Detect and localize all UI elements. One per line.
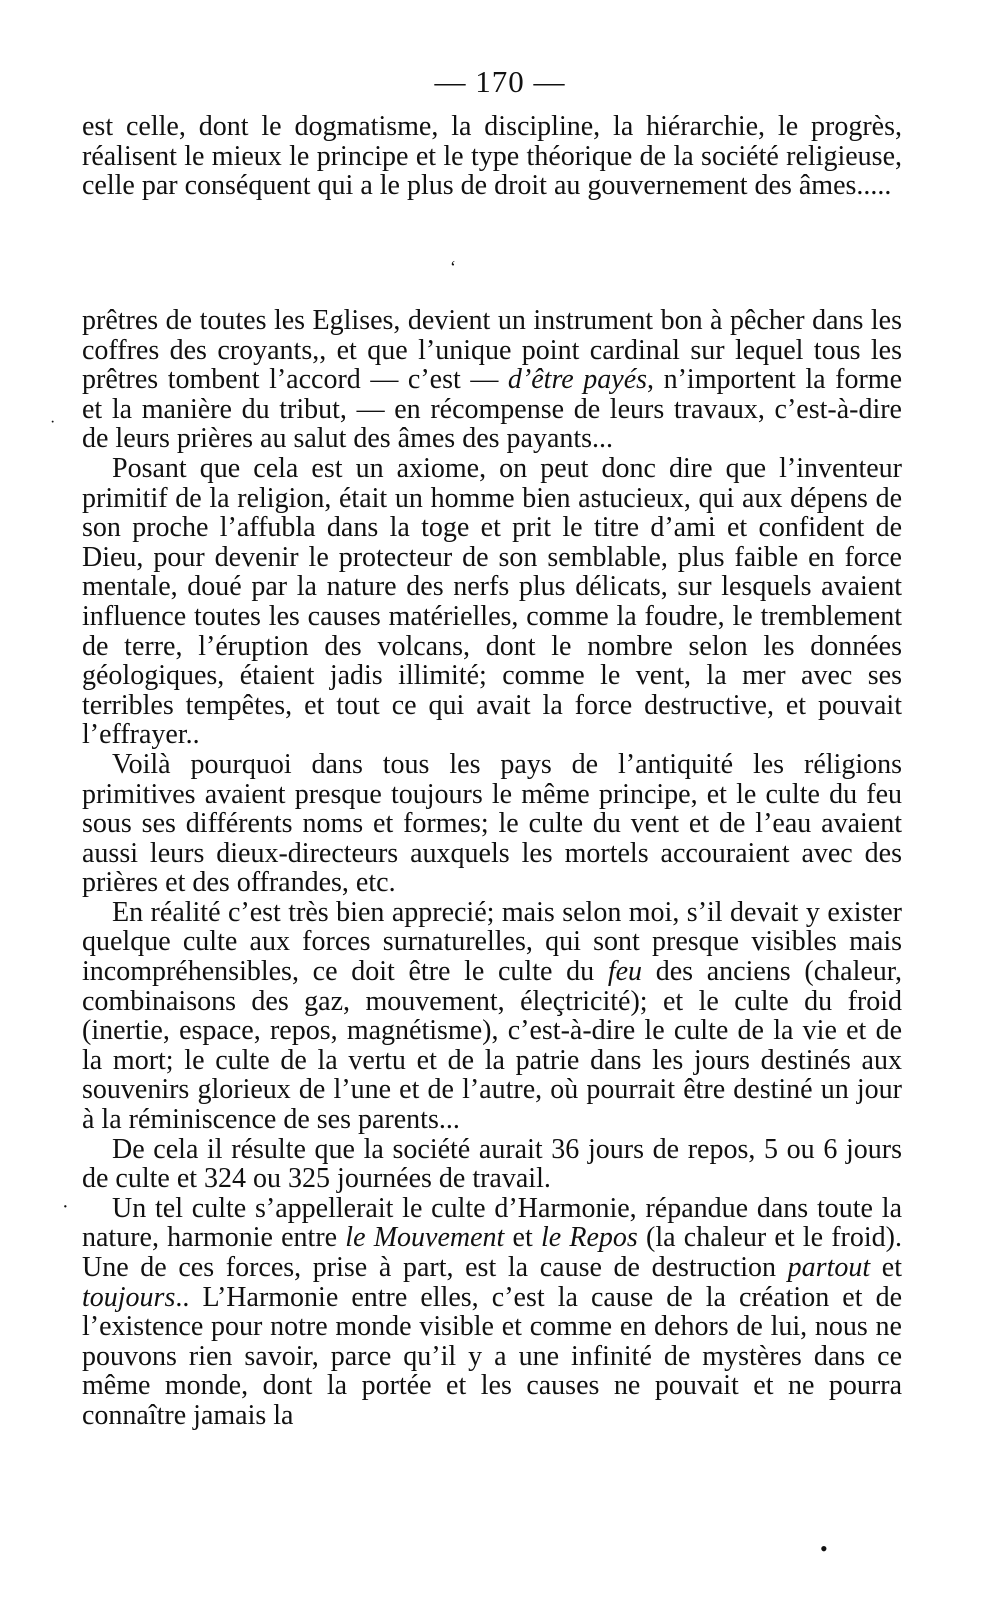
text-run: Posant que cela est un axiome, on peut donc dire que l’inventeur primitif de la religion, était un homme bien astucieux, qui aux dépens de son proche l’affubla dans la toge et prit le titre d’ami et confident de Dieu, pour devenir le protecteur de son semblable, plus faible en force mentale, doué par la nature des nerfs plus délicats, sur lesquels avaient influence toutes les causes matérielles, comme la foudre, le tremblement de terre, l’éruption des volcans, dont le nombre selon les données géologiques, étaient jadis illimité; comme le vent, la mer avec ses terribles tempêtes, et tout ce qui avait la force destructive, et pouvait l’effrayer.. <box>82 452 902 751</box>
italic-text: d’être payés <box>507 364 648 396</box>
text-run: et <box>504 1222 541 1254</box>
text-run: des anciens (chaleur, combinaisons des gaz, mouvement, éleçtricité); et le culte du froid (inertie, espace, repos, magnétisme), c’est-à-dire le culte de la vie et de la mort; le culte de la vertu et de la patrie dans les jours destinés aux souvenirs glorieux de l’une et de l’autre, où pourrait être destiné un jour à la réminiscence de ses parents... <box>82 956 902 1136</box>
text-run: Voilà pourquoi dans tous les pays de l’antiquité les réligions primitives avaient presque toujours le même principe, et le culte du feu sous ses différents noms et formes; le culte du vent et de l’eau avaient aussi leurs dieux-directeurs auxquels les mortels accouraient avec des prières et des offrandes, etc. <box>82 748 902 899</box>
text-block-top <box>82 112 902 201</box>
paragraph <box>82 898 902 1135</box>
text-run: est celle, dont le dogmatisme, la discipline, la hiérarchie, le progrès, réalisent le mieux le principe et le type théorique de la société religieuse, celle par conséquent qui a le plus de droit au gouvernement des âmes..... <box>82 111 902 202</box>
print-mark: ʻ <box>450 257 456 277</box>
italic-text: toujours <box>82 1281 176 1313</box>
paragraph <box>82 112 902 201</box>
text-run: De cela il résulte que la société aurait 36 jours de repos, 5 ou 6 jours de culte et 324 ou 325 journées de travail. <box>82 1133 902 1195</box>
italic-text: le Repos <box>540 1222 638 1254</box>
text-run: et <box>870 1252 902 1283</box>
paragraph <box>82 750 902 898</box>
text-run: , n’importent la forme et la manière du tribut, — en récompense de leurs travaux, c’est-à-dire de leurs prières au salut des âmes des payants... <box>82 364 902 455</box>
italic-text: le Mouvement <box>345 1222 505 1254</box>
italic-text: feu <box>607 956 643 988</box>
text-run: prêtres de toutes les Eglises, devient un instrument bon à pêcher dans les coffres des croyants,, et que l’unique point cardinal sur lequel tous les prêtres tombent l’accord — c’est — <box>82 305 902 396</box>
text-run: En réalité c’est très bien apprecié; mais selon moi, s’il devait y exister quelque culte aux forces surnaturelles, qui sont presque visibles mais incompréhensibles, ce doit être le culte du <box>82 896 902 988</box>
italic-text: partout <box>787 1252 871 1283</box>
text-run: (la chaleur et le froid). Une de ces forces, prise à part, est la cause de destruction <box>82 1222 902 1283</box>
text-block-main <box>82 306 902 1431</box>
paragraph <box>82 1135 902 1194</box>
print-mark: · <box>62 1196 69 1218</box>
page-number: — 170 — <box>434 64 566 99</box>
print-mark: • <box>820 1536 828 1561</box>
print-mark: · <box>50 414 56 431</box>
paragraph <box>82 454 902 750</box>
paragraph <box>82 1194 902 1431</box>
text-run: Un tel culte s’appellerait le culte d’Harmonie, répandue dans toute la nature, harmonie entre <box>82 1192 902 1254</box>
text-run: .. L’Harmonie entre elles, c’est la cause de la création et de l’existence pour notre monde visible et comme en dehors de lui, nous ne pouvons rien savoir, parce qu’il y a une infinité de mystères dans ce même monde, dont la portée et les causes ne pouvait et ne pourra connaître jamais la <box>82 1281 902 1431</box>
paragraph <box>82 306 902 454</box>
